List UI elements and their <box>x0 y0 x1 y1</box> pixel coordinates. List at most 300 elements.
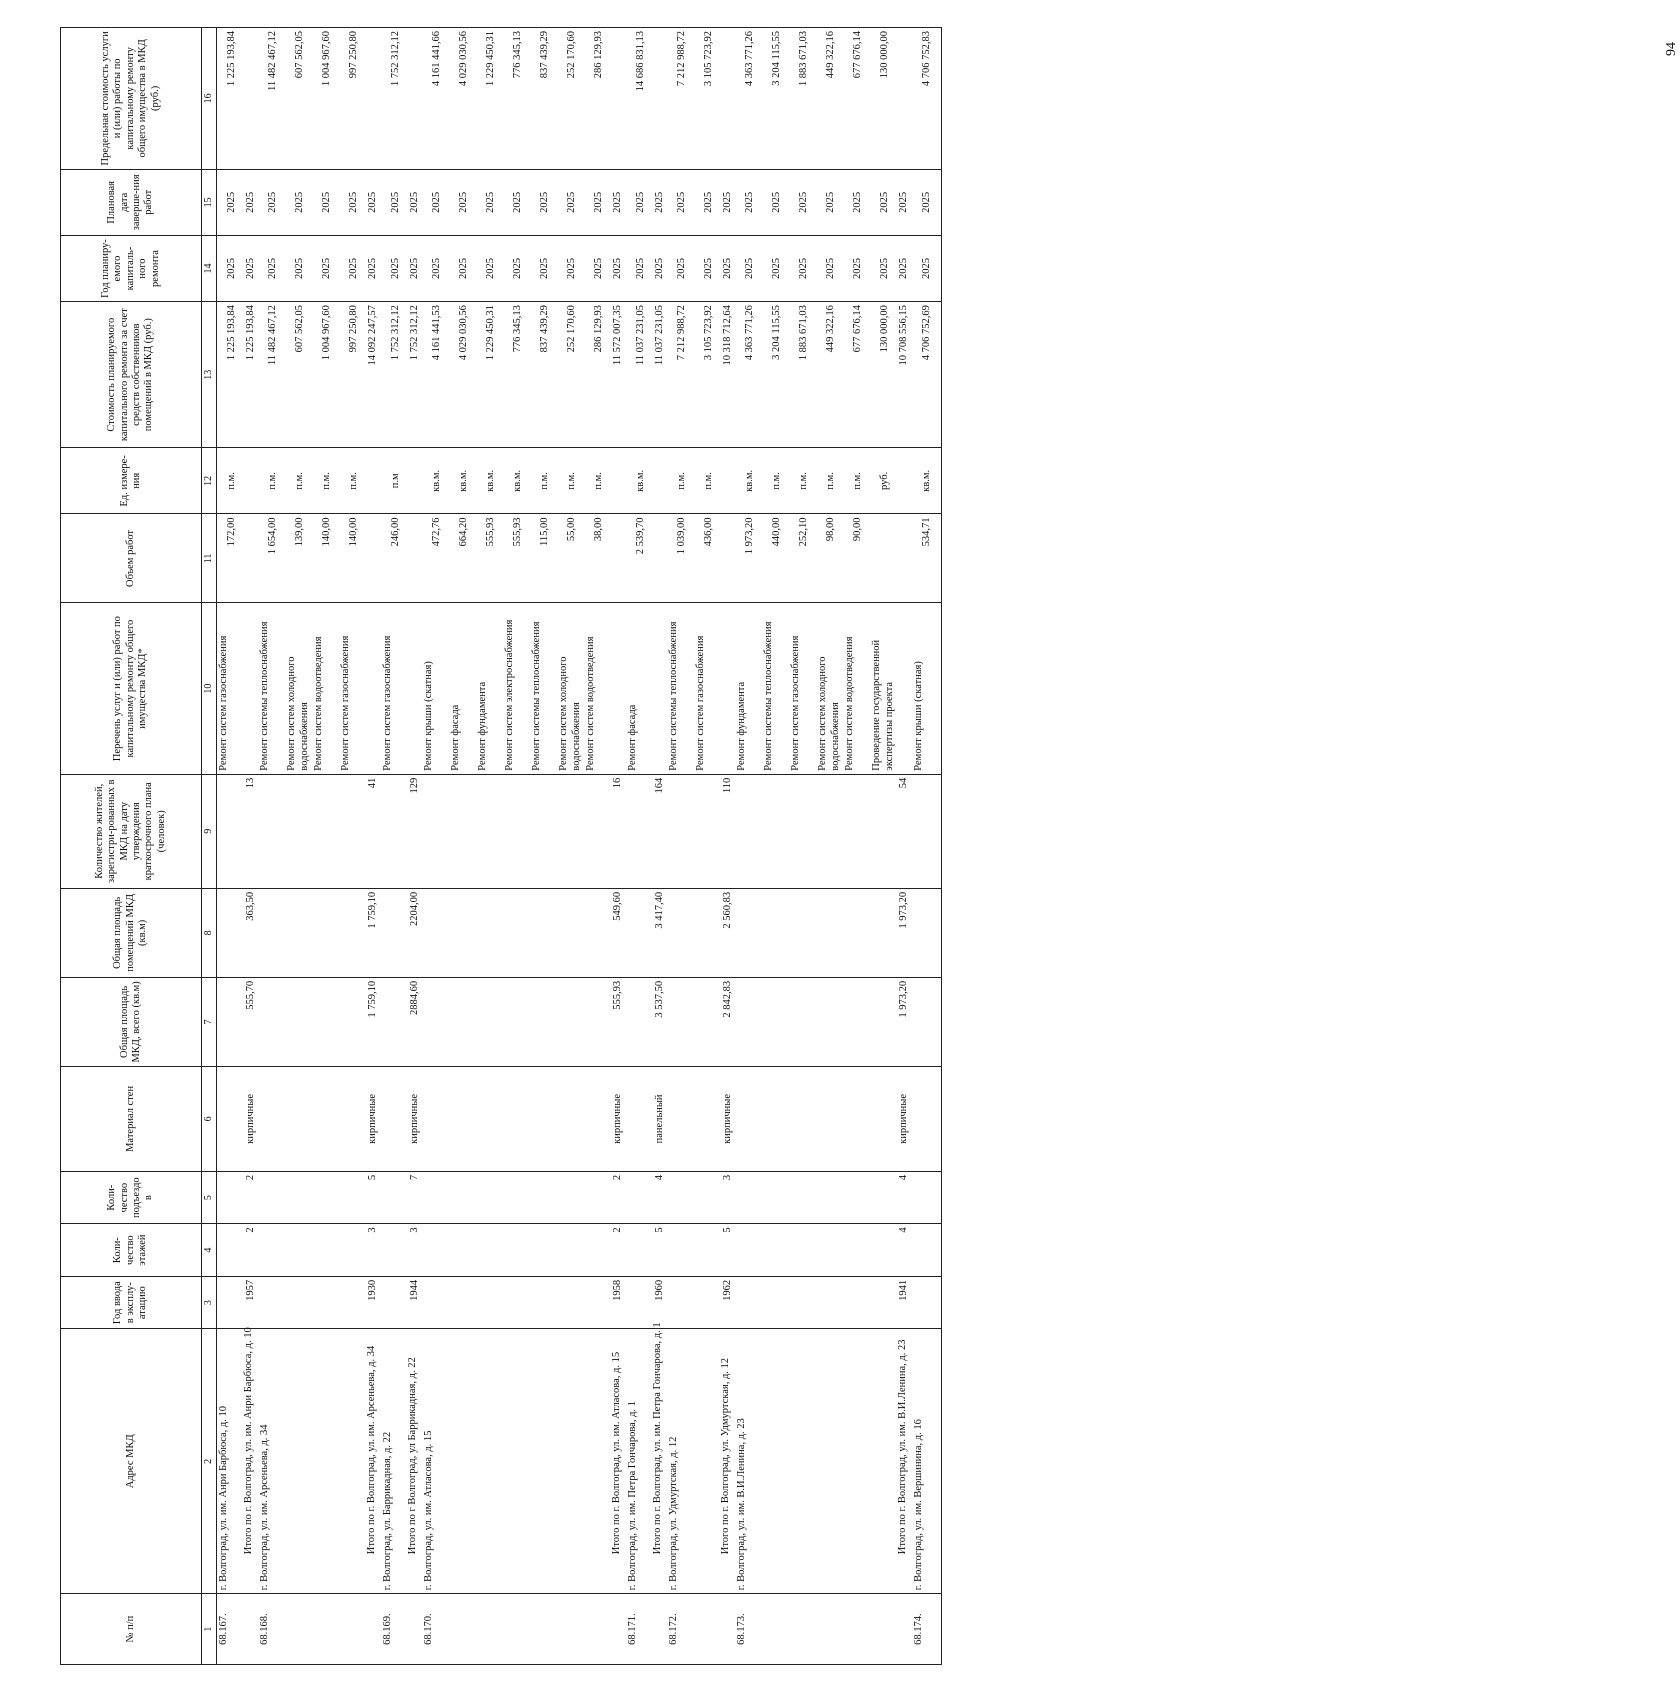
column-number: 14 <box>202 235 217 301</box>
work-limit: 4 029 030,56 <box>458 31 470 87</box>
work-end-year: 2025 <box>431 191 443 213</box>
work-end-year: 2025 <box>744 191 756 213</box>
work-name: Ремонт систем газоснабжения <box>340 635 352 771</box>
work-cost-cell <box>626 302 667 448</box>
work-end-year: 2025 <box>702 191 714 213</box>
row-number <box>912 1594 942 1665</box>
total-label: Итого по г. Волгоград, ул. им. Атласова, д. 15 <box>610 1351 622 1555</box>
work-plan-year: 2025 <box>431 258 443 280</box>
work-plan-year: 2025 <box>675 258 687 280</box>
year-built: 1960 <box>653 1279 665 1301</box>
address-cell <box>912 1329 942 1594</box>
entrances-count-cell <box>912 1171 942 1224</box>
work-limit: 1 004 967,60 <box>321 31 333 87</box>
work-name-cell <box>626 603 667 774</box>
work-volume-cell <box>626 514 667 603</box>
column-number: 2 <box>202 1329 217 1594</box>
rooms-area: 1 759,10 <box>367 891 379 929</box>
work-end-year: 2025 <box>294 191 306 213</box>
column-header: Коли-чество этажей <box>61 1224 202 1277</box>
work-limit-cell <box>912 28 942 170</box>
address-text: г. Волгоград, ул. им. Арсеньева, д. 34 <box>259 1424 271 1591</box>
row-number-text: 68.172. <box>667 1613 679 1645</box>
work-cost: 677 676,14 <box>852 305 864 353</box>
work-unit: кв.м. <box>431 469 443 492</box>
address-cell <box>667 1329 735 1594</box>
work-plan-year: 2025 <box>321 258 333 280</box>
residents-count-cell <box>258 774 380 888</box>
work-volume-cell <box>912 514 942 603</box>
work-name: Ремонт систем холодного водоснабжения <box>817 656 841 771</box>
work-volume: 98,00 <box>825 517 837 542</box>
work-end-year-cell <box>735 169 911 235</box>
column-header: Год планиру-емого капиталь-ного ремонта <box>61 235 202 301</box>
work-limit: 997 250,80 <box>348 31 360 79</box>
year-built: 1930 <box>367 1279 379 1301</box>
work-volume: 440,00 <box>771 517 783 547</box>
total-area-cell <box>912 977 942 1066</box>
work-unit: п.м. <box>798 472 810 490</box>
table-row <box>912 28 942 1665</box>
work-unit-cell <box>217 448 259 514</box>
residents-count-cell <box>626 774 667 888</box>
work-unit: п.м. <box>294 472 306 490</box>
entrances-count-cell <box>217 1171 259 1224</box>
work-end-year: 2025 <box>348 191 360 213</box>
total-area-cell <box>422 977 625 1066</box>
work-name: Ремонт систем водоотведения <box>313 636 325 771</box>
work-volume: 246,00 <box>389 517 401 547</box>
work-volume: 555,93 <box>512 517 524 547</box>
rooms-area: 2 560,83 <box>721 891 733 929</box>
table-header <box>61 28 217 1665</box>
work-plan-year: 2025 <box>539 258 551 280</box>
row-number <box>422 1594 625 1665</box>
column-number: 6 <box>202 1066 217 1171</box>
work-volume: 555,93 <box>485 517 497 547</box>
column-number: 10 <box>202 603 217 774</box>
row-number <box>258 1594 380 1665</box>
floors-count-cell <box>381 1224 422 1277</box>
table-body <box>217 28 942 1665</box>
work-name: Ремонт систем водоотведения <box>585 636 597 771</box>
work-end-year: 2025 <box>566 191 578 213</box>
rooms-area: 363,50 <box>245 891 256 921</box>
table-row <box>381 28 422 1665</box>
work-name: Ремонт фундамента <box>736 681 748 771</box>
work-cost: 776 345,13 <box>512 305 524 353</box>
year-built-cell <box>735 1276 911 1329</box>
residents-count: 16 <box>612 777 624 789</box>
work-volume <box>871 517 898 599</box>
year-built-cell <box>258 1276 380 1329</box>
entrances-count-cell <box>667 1171 735 1224</box>
work-name: Ремонт системы теплоснабжения <box>667 621 679 771</box>
rooms-area-cell <box>912 888 942 977</box>
work-volume: 115,00 <box>539 517 551 546</box>
work-volume: 1 654,00 <box>267 517 279 555</box>
work-unit: п.м. <box>593 472 605 490</box>
entrances-count: 2 <box>612 1174 624 1181</box>
work-limit: 3 204 115,55 <box>771 31 783 86</box>
total-plan-year: 2025 <box>721 258 733 280</box>
work-cost: 837 439,29 <box>539 305 551 353</box>
residents-count: 13 <box>245 777 256 789</box>
work-end-year-cell <box>912 169 942 235</box>
table-row <box>422 28 625 1665</box>
rooms-area: 3 417,40 <box>653 891 665 929</box>
work-limit: 4 161 441,66 <box>431 31 443 87</box>
column-number: 3 <box>202 1276 217 1329</box>
work-plan-year: 2025 <box>593 258 605 280</box>
entrances-count-cell <box>422 1171 625 1224</box>
row-number <box>626 1594 667 1665</box>
rooms-area-cell <box>258 888 380 977</box>
column-header: Общая площадь помещений МКД (кв.м) <box>61 888 202 977</box>
work-plan-year: 2025 <box>348 258 360 280</box>
floors-count-cell <box>626 1224 667 1277</box>
work-cost: 7 212 988,72 <box>675 305 687 361</box>
total-area-cell <box>381 977 422 1066</box>
rooms-area-cell <box>735 888 911 977</box>
column-number: 11 <box>202 514 217 603</box>
work-unit: кв.м. <box>458 469 470 492</box>
total-area: 555,93 <box>612 980 624 1010</box>
work-unit: п.м. <box>321 472 333 490</box>
row-number-text: 68.168. <box>259 1613 271 1645</box>
row-number-text: 68.174. <box>912 1613 924 1645</box>
wall-material-cell <box>217 1066 259 1171</box>
work-limit: 4 363 771,26 <box>744 31 756 87</box>
work-limit: 7 212 988,72 <box>675 31 687 87</box>
work-name: Ремонт фасада <box>450 704 462 771</box>
work-plan-year-cell <box>912 235 942 301</box>
work-name: Ремонт систем газоснабжения <box>381 635 393 771</box>
rotated-table-area <box>60 27 1170 1665</box>
address-cell <box>217 1329 259 1594</box>
work-limit: 449 322,16 <box>825 31 837 79</box>
work-volume-cell <box>422 514 625 603</box>
entrances-count: 2 <box>245 1174 256 1181</box>
residents-count: 41 <box>367 777 379 789</box>
work-end-year: 2025 <box>226 191 237 213</box>
floors-count: 3 <box>408 1227 420 1233</box>
wall-material: кирпичные <box>408 1093 420 1144</box>
row-number <box>381 1594 422 1665</box>
floors-count-cell <box>217 1224 259 1277</box>
work-volume: 252,10 <box>798 517 810 547</box>
work-name: Ремонт фасада <box>626 704 638 771</box>
work-unit: кв.м. <box>634 469 646 492</box>
entrances-count-cell <box>381 1171 422 1224</box>
work-volume: 172,00 <box>226 517 237 547</box>
year-built: 1962 <box>721 1279 733 1301</box>
work-plan-year: 2025 <box>825 258 837 280</box>
work-name: Ремонт системы теплоснабжения <box>259 621 271 771</box>
total-end-year: 2025 <box>612 191 624 213</box>
total-end-year: 2025 <box>408 191 420 213</box>
work-end-year: 2025 <box>798 191 810 213</box>
work-limit: 1 883 671,03 <box>798 31 810 87</box>
work-cost-cell <box>422 302 625 448</box>
work-name: Ремонт систем холодного водоснабжения <box>558 656 582 771</box>
wall-material-cell <box>626 1066 667 1171</box>
work-plan-year-cell <box>667 235 735 301</box>
floors-count-cell <box>258 1224 380 1277</box>
work-limit-cell <box>735 28 911 170</box>
work-plan-year: 2025 <box>798 258 810 280</box>
work-limit: 4 706 752,83 <box>920 31 932 87</box>
table-row <box>735 28 911 1665</box>
work-unit-cell <box>667 448 735 514</box>
total-label: Итого по г. Волгоград, ул. им. В.И.Ленина, д. 23 <box>896 1339 908 1555</box>
work-plan-year-cell <box>217 235 259 301</box>
total-area: 2884,60 <box>408 980 420 1015</box>
work-name-cell <box>217 603 259 774</box>
column-header: Плановая дата заверше-ния работ <box>61 169 202 235</box>
rooms-area: 549,60 <box>612 891 624 921</box>
address-text: г. Волгоград, ул. им. Атласова, д. 15 <box>423 1430 435 1591</box>
floors-count: 5 <box>653 1227 665 1233</box>
rooms-area-cell <box>381 888 422 977</box>
total-area: 2 842,83 <box>721 980 733 1018</box>
work-volume: 140,00 <box>348 517 360 547</box>
work-limit: 3 105 723,92 <box>702 31 714 87</box>
work-volume: 140,00 <box>321 517 333 547</box>
work-cost-cell <box>381 302 422 448</box>
column-number: 5 <box>202 1171 217 1224</box>
work-plan-year-cell <box>422 235 625 301</box>
column-header: Объем работ <box>61 514 202 603</box>
work-volume: 534,71 <box>920 517 932 547</box>
work-name: Ремонт фундамента <box>477 681 489 771</box>
work-end-year: 2025 <box>458 191 470 213</box>
work-plan-year: 2025 <box>458 258 470 280</box>
work-unit: п.м. <box>675 472 687 490</box>
work-cost-cell <box>258 302 380 448</box>
year-built-cell <box>422 1276 625 1329</box>
entrances-count: 4 <box>653 1174 665 1181</box>
total-plan-year: 2025 <box>653 258 665 280</box>
work-end-year: 2025 <box>512 191 524 213</box>
column-header: Количество жителей, зарегистри-рованных в МКД на дату утверждения краткосрочного плана (человек) <box>61 774 202 888</box>
work-limit: 837 439,29 <box>539 31 551 79</box>
total-cost: 1 752 312,12 <box>408 305 420 361</box>
work-unit: п.м. <box>267 472 279 490</box>
year-built-cell <box>381 1276 422 1329</box>
work-name-cell <box>422 603 625 774</box>
work-plan-year: 2025 <box>771 258 783 280</box>
floors-count: 2 <box>245 1227 256 1233</box>
rooms-area-cell <box>217 888 259 977</box>
column-header: Общая площадь МКД, всего (кв.м) <box>61 977 202 1066</box>
year-built: 1958 <box>612 1279 624 1301</box>
work-volume-cell <box>217 514 259 603</box>
year-built: 1957 <box>245 1279 256 1301</box>
work-name: Проведение государственной экспертизы проекта <box>871 639 895 771</box>
residents-count-cell <box>735 774 911 888</box>
work-volume: 1 973,20 <box>744 517 756 555</box>
wall-material-cell <box>422 1066 625 1171</box>
wall-material: кирпичные <box>898 1093 910 1144</box>
year-built: 1944 <box>408 1279 420 1301</box>
total-plan-year: 2025 <box>245 258 256 280</box>
year-built-cell <box>667 1276 735 1329</box>
year-built-cell <box>217 1276 259 1329</box>
table-row <box>667 28 735 1665</box>
work-cost: 252 170,60 <box>566 305 578 353</box>
residents-count-cell <box>381 774 422 888</box>
total-label: Итого по г. Волгоград, ул. им. Петра Гончарова, д. 1 <box>651 1322 663 1555</box>
work-cost: 4 706 752,69 <box>920 305 932 361</box>
work-unit: руб. <box>879 471 891 490</box>
work-plan-year: 2025 <box>920 258 932 280</box>
work-cost-cell <box>912 302 942 448</box>
work-volume-cell <box>381 514 422 603</box>
address-text: г. Волгоград, ул. Удмуртская, д. 12 <box>667 1436 679 1591</box>
work-cost: 3 204 115,55 <box>771 305 783 360</box>
work-plan-year: 2025 <box>485 258 497 280</box>
work-volume: 55,00 <box>566 517 578 542</box>
work-plan-year: 2025 <box>389 258 401 280</box>
work-cost-cell <box>217 302 259 448</box>
work-limit-cell <box>626 28 667 170</box>
work-end-year: 2025 <box>634 191 646 213</box>
address-text: г. Волгоград, ул. им. Анри Барбюса, д. 10 <box>218 1405 229 1591</box>
wall-material: кирпичные <box>245 1093 256 1144</box>
work-end-year-cell <box>667 169 735 235</box>
work-unit-cell <box>381 448 422 514</box>
work-cost: 1 225 193,84 <box>226 305 237 361</box>
work-name: Ремонт систем электроснабжения <box>504 619 516 771</box>
floors-count: 3 <box>367 1227 379 1233</box>
total-plan-year: 2025 <box>408 258 420 280</box>
column-number: 4 <box>202 1224 217 1277</box>
wall-material-cell <box>381 1066 422 1171</box>
work-unit: п.м. <box>771 472 783 490</box>
residents-count: 54 <box>898 777 910 789</box>
residents-count-cell <box>912 774 942 888</box>
work-plan-year: 2025 <box>566 258 578 280</box>
work-cost-cell <box>667 302 735 448</box>
work-unit: п.м. <box>226 472 237 490</box>
work-end-year: 2025 <box>539 191 551 213</box>
total-plan-year: 2025 <box>612 258 624 280</box>
work-limit: 252 170,60 <box>566 31 578 79</box>
address-text: г. Волгоград, ул. Баррикадная, д. 22 <box>381 1431 393 1591</box>
work-end-year: 2025 <box>920 191 932 213</box>
column-header: Материал стен <box>61 1066 202 1171</box>
work-limit-cell <box>667 28 735 170</box>
table-row <box>626 28 667 1665</box>
work-cost: 3 105 723,92 <box>702 305 714 361</box>
wall-material-cell <box>667 1066 735 1171</box>
residents-count-cell <box>667 774 735 888</box>
work-limit: 130 000,00 <box>879 31 891 79</box>
work-limit-cell <box>258 28 380 170</box>
work-cost: 4 363 771,26 <box>744 305 756 361</box>
work-unit: п.м. <box>825 472 837 490</box>
wall-material: кирпичные <box>367 1093 379 1144</box>
wall-material-cell <box>258 1066 380 1171</box>
total-label: Итого по г Волгоград, ул Баррикадная, д. 22 <box>407 1357 419 1555</box>
work-cost: 1 004 967,60 <box>321 305 333 361</box>
work-unit: кв.м. <box>512 469 524 492</box>
floors-count: 5 <box>721 1227 733 1233</box>
column-header: Стоимость планируемого капитального ремонта за счет средств собственников помещений в МКД (руб.) <box>61 302 202 448</box>
total-area: 3 537,50 <box>653 980 665 1018</box>
work-name-cell <box>735 603 911 774</box>
work-name: Ремонт систем водоотведения <box>844 636 856 771</box>
wall-material-cell <box>912 1066 942 1171</box>
address-cell <box>422 1329 625 1594</box>
work-limit: 607 562,05 <box>294 31 306 79</box>
floors-count-cell <box>735 1224 911 1277</box>
work-end-year: 2025 <box>852 191 864 213</box>
total-end-year: 2025 <box>245 191 256 213</box>
floors-count-cell <box>667 1224 735 1277</box>
work-volume: 664,20 <box>458 517 470 547</box>
work-plan-year: 2025 <box>634 258 646 280</box>
work-unit: п.м. <box>348 472 360 490</box>
work-unit: кв.м. <box>485 469 497 492</box>
work-name: Ремонт крыши (скатная) <box>912 661 924 771</box>
address-text: г. Волгоград, ул. им. Вершинина, д. 16 <box>912 1419 924 1591</box>
column-header: Перечень услуг и (или) работ по капитальному ремонту общего имущества МКД* <box>61 603 202 774</box>
total-label: Итого по г. Волгоград, ул. им. Арсеньева, д. 34 <box>365 1345 377 1555</box>
total-area-cell <box>217 977 259 1066</box>
work-name-cell <box>667 603 735 774</box>
work-plan-year-cell <box>626 235 667 301</box>
work-end-year-cell <box>258 169 380 235</box>
floors-count: 2 <box>612 1227 624 1233</box>
work-limit-cell <box>217 28 259 170</box>
work-end-year: 2025 <box>879 191 891 213</box>
work-plan-year: 2025 <box>744 258 756 280</box>
year-built: 1941 <box>898 1279 910 1301</box>
address-text: г. Волгоград, ул. им. Петра Гончарова, д. 1 <box>626 1401 638 1591</box>
capital-repair-table <box>60 27 942 1665</box>
work-limit: 1 225 193,84 <box>226 31 237 87</box>
address-cell <box>258 1329 380 1594</box>
row-number-text: 68.173. <box>736 1613 748 1645</box>
wall-material: кирпичные <box>612 1093 624 1144</box>
entrances-count: 3 <box>721 1174 733 1181</box>
work-plan-year-cell <box>735 235 911 301</box>
wall-material-cell <box>735 1066 911 1171</box>
total-cost: 11 572 007,35 <box>612 305 624 366</box>
work-limit-cell <box>422 28 625 170</box>
wall-material: панельный <box>653 1094 665 1144</box>
work-plan-year: 2025 <box>294 258 306 280</box>
work-limit: 286 129,93 <box>593 31 605 79</box>
work-cost: 1 883 671,03 <box>798 305 810 361</box>
work-volume: 472,76 <box>431 517 443 547</box>
rooms-area-cell <box>667 888 735 977</box>
total-area-cell <box>258 977 380 1066</box>
total-cost: 10 318 712,64 <box>721 305 733 366</box>
work-volume: 436,00 <box>702 517 714 547</box>
work-end-year: 2025 <box>267 191 279 213</box>
row-number <box>667 1594 735 1665</box>
work-cost: 11 037 231,05 <box>634 305 646 366</box>
work-cost: 997 250,80 <box>348 305 360 353</box>
work-cost: 1 752 312,12 <box>389 305 401 361</box>
rooms-area: 1 973,20 <box>898 891 910 929</box>
rooms-area-cell <box>626 888 667 977</box>
work-name-cell <box>258 603 380 774</box>
work-limit: 1 752 312,12 <box>389 31 401 87</box>
